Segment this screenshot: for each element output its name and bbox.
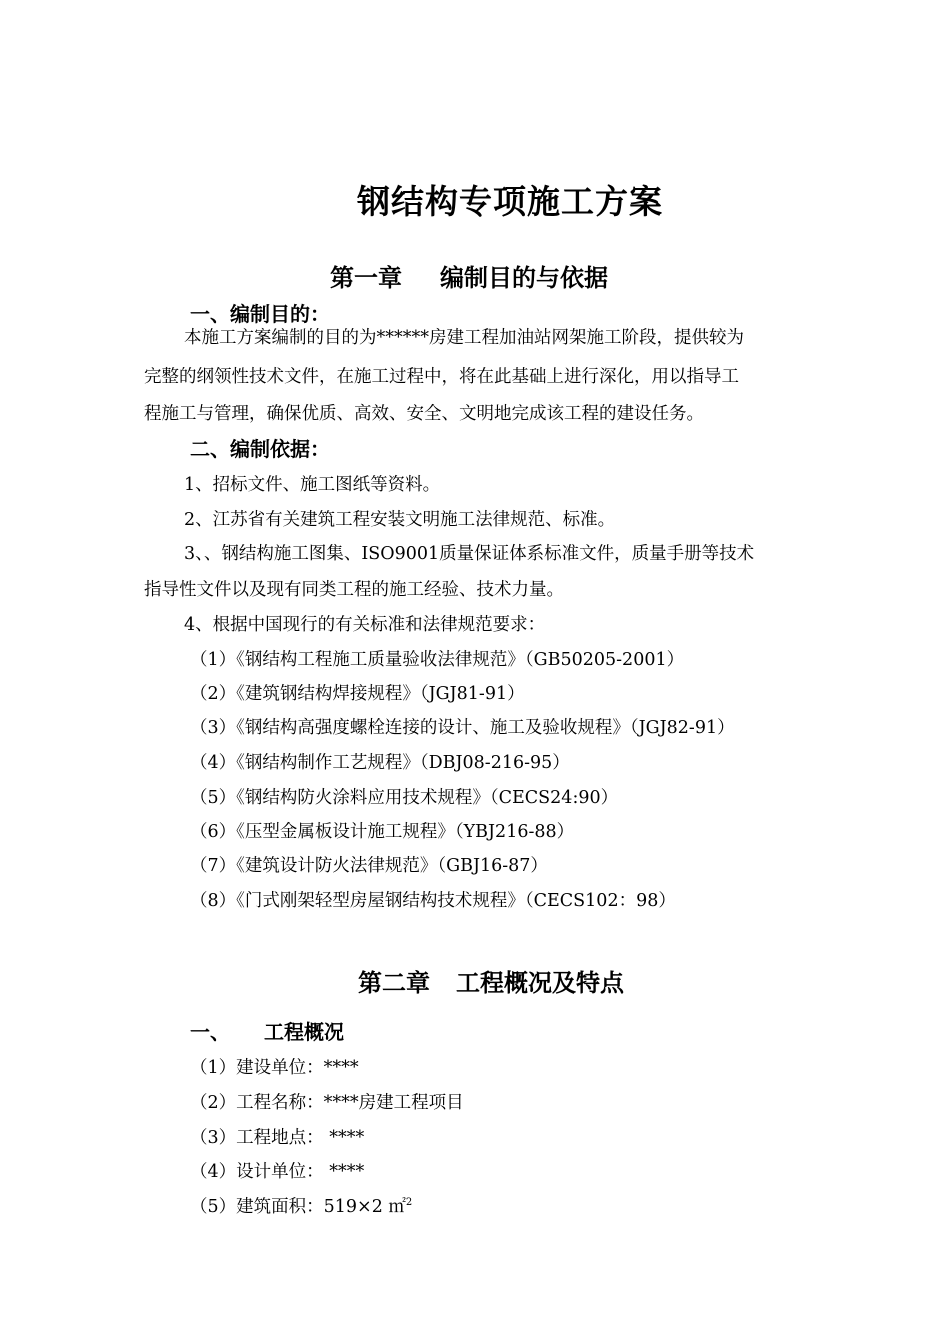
standard-item-3: （3）《钢结构高强度螺栓连接的设计、施工及验收规程》（JGJ82-91）: [190, 718, 735, 738]
purpose-paragraph-line-1: 本施工方案编制的目的为******房建工程加油站网架施工阶段，提供较为: [184, 328, 744, 348]
section-overview-number: 一、: [190, 1020, 230, 1044]
chapter2-heading: [358, 963, 624, 998]
overview-item-5-text: （5）建筑面积：519×2 ㎡: [190, 1197, 406, 1217]
standard-item-4: （4）《钢结构制作工艺规程》（DBJ08-216-95）: [190, 753, 570, 773]
standard-item-2: （2）《建筑钢结构焊接规程》（JGJ81-91）: [190, 684, 525, 704]
overview-item-3: （3）工程地点： ****: [190, 1128, 365, 1148]
basis-item-2: 2、江苏省有关建筑工程安装文明施工法律规范、标准。: [184, 510, 616, 530]
standard-item-6: （6）《压型金属板设计施工规程》（YBJ216-88）: [190, 822, 575, 842]
chapter2-label: 第二章: [358, 968, 430, 997]
basis-item-3: 3、、钢结构施工图集、ISO9001质量保证体系标准文件，质量手册等技术: [184, 544, 755, 564]
standard-item-5: （5）《钢结构防火涂料应用技术规程》（CECS24:90）: [190, 788, 619, 808]
standard-item-8: （8）《门式刚架轻型房屋钢结构技术规程》（CECS102：98）: [190, 891, 676, 911]
basis-item-4: 4、根据中国现行的有关标准和法律规范要求：: [184, 615, 546, 635]
chapter1-title: 编制目的与依据: [440, 263, 608, 292]
chapter2-title: 工程概况及特点: [456, 968, 624, 997]
overview-item-5: [190, 1193, 412, 1218]
overview-item-4: （4）设计单位： ****: [190, 1162, 365, 1182]
overview-item-1: （1）建设单位：****: [190, 1058, 359, 1078]
section-basis-heading: 二、编制依据：: [190, 437, 330, 461]
section-purpose-heading: 一、编制目的：: [190, 302, 330, 326]
overview-item-2: （2）工程名称：****房建工程项目: [190, 1093, 464, 1113]
basis-item-3-continued: 指导性文件以及现有同类工程的施工经验、技术力量。: [144, 580, 564, 600]
chapter1-label: 第一章: [330, 263, 402, 292]
purpose-paragraph-line-2: 完整的纲领性技术文件，在施工过程中，将在此基础上进行深化，用以指导工: [144, 367, 739, 387]
standard-item-7: （7）《建筑设计防火法律规范》（GBJ16-87）: [190, 856, 548, 876]
chapter1-heading: [330, 258, 608, 293]
document-title: 钢结构专项施工方案: [357, 182, 663, 221]
purpose-paragraph-line-3: 程施工与管理，确保优质、高效、安全、文明地完成该工程的建设任务。: [144, 404, 704, 424]
area-unit-superscript: 2: [405, 1197, 413, 1208]
section-overview-heading: [190, 1016, 344, 1045]
section-overview-title: 工程概况: [264, 1020, 344, 1044]
basis-item-1: 1、招标文件、施工图纸等资料。: [184, 475, 441, 495]
standard-item-1: （1）《钢结构工程施工质量验收法律规范》（GB50205-2001）: [190, 650, 685, 670]
